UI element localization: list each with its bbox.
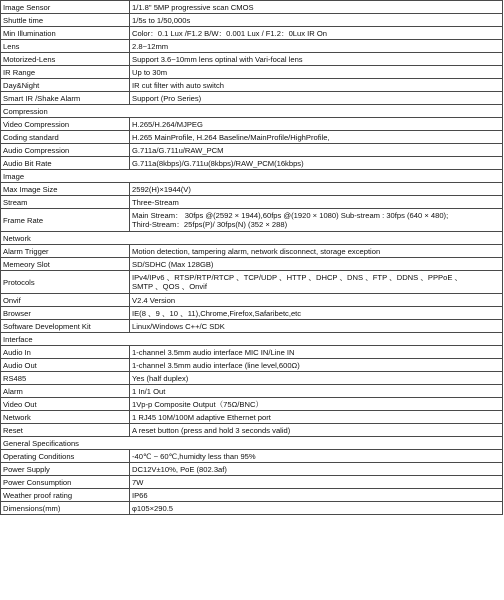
spec-value: [130, 271, 503, 294]
section-header: General Specifications: [1, 437, 503, 450]
spec-value-line: H.265 MainProfile, H.264 Baseline/MainProfile/HighProfile,: [132, 132, 330, 142]
spec-label: Weather proof rating: [1, 489, 130, 502]
spec-value: [130, 502, 503, 515]
spec-row: [1, 209, 503, 232]
section-header: Image: [1, 170, 503, 183]
spec-label: Min Illumination: [1, 27, 130, 40]
spec-row: [1, 307, 503, 320]
spec-row: [1, 359, 503, 372]
spec-value: [130, 320, 503, 333]
spec-label: Coding standard: [1, 131, 130, 144]
spec-value: [130, 398, 503, 411]
spec-value-line: 2592(H)×1944(V): [132, 184, 191, 194]
spec-label: Video Out: [1, 398, 130, 411]
spec-row: [1, 14, 503, 27]
spec-row: [1, 79, 503, 92]
spec-label: Alarm: [1, 385, 130, 398]
spec-row: [1, 66, 503, 79]
spec-label: Motorized-Lens: [1, 53, 130, 66]
spec-row: [1, 463, 503, 476]
spec-label: Video Compression: [1, 118, 130, 131]
spec-row: [1, 53, 503, 66]
spec-value-line: IP66: [132, 490, 148, 500]
spec-value-line: Up to 30m: [132, 67, 168, 77]
spec-value-line: A reset button (press and hold 3 seconds valid): [132, 425, 291, 435]
spec-value-line: SMTP 、QOS 、Onvif: [132, 282, 207, 291]
spec-label: IR Range: [1, 66, 130, 79]
spec-value: [130, 196, 503, 209]
spec-value: [130, 411, 503, 424]
section-header-row: [1, 333, 503, 346]
spec-value: [130, 40, 503, 53]
spec-label: Smart IR /Shake Alarm: [1, 92, 130, 105]
spec-value: [130, 14, 503, 27]
spec-row: [1, 196, 503, 209]
section-header-row: [1, 232, 503, 245]
spec-value-line: 1/1.8" 5MP progressive scan CMOS: [132, 2, 254, 12]
spec-label: RS485: [1, 372, 130, 385]
spec-value: [130, 346, 503, 359]
section-header-row: [1, 105, 503, 118]
spec-value: [130, 27, 503, 40]
spec-value-line: Linux/Windows C++/C SDK: [132, 321, 225, 331]
spec-value-line: -40℃ ~ 60℃,humidty less than 95%: [132, 451, 256, 461]
spec-value: [130, 118, 503, 131]
spec-row: [1, 40, 503, 53]
spec-value-line: Third-Stream：25fps(P)/ 30fps(N) (352 × 288): [132, 220, 288, 229]
spec-row: [1, 424, 503, 437]
spec-row: [1, 346, 503, 359]
spec-row: [1, 271, 503, 294]
spec-label: Alarm Trigger: [1, 245, 130, 258]
spec-value-line: 1-channel 3.5mm audio interface (line level,600Ω): [132, 360, 300, 370]
spec-value-line: Main Stream： 30fps @(2592 × 1944),60fps @(1920 × 1080) Sub-stream : 30fps (640 × 480);: [132, 211, 449, 220]
spec-value-line: 1-channel 3.5mm audio interface MIC IN/Line IN: [132, 347, 295, 357]
spec-value-line: 1/5s to 1/50,000s: [132, 15, 191, 25]
spec-row: [1, 385, 503, 398]
spec-label: Image Sensor: [1, 1, 130, 14]
spec-row: [1, 502, 503, 515]
spec-value-line: Motion detection, tampering alarm, network disconnect, storage exception: [132, 246, 381, 256]
spec-label: Network: [1, 411, 130, 424]
spec-row: [1, 476, 503, 489]
spec-label: Reset: [1, 424, 130, 437]
spec-value-line: 7W: [132, 477, 144, 487]
spec-value-line: 1 In/1 Out: [132, 386, 166, 396]
spec-value: [130, 359, 503, 372]
spec-value-line: DC12V±10%, PoE (802.3af): [132, 464, 227, 474]
section-header-row: [1, 170, 503, 183]
spec-value-line: Support 3.6~10mm lens optinal with Vari-focal lens: [132, 54, 303, 64]
spec-label: Power Supply: [1, 463, 130, 476]
spec-value: [130, 209, 503, 232]
spec-row: [1, 294, 503, 307]
spec-value: [130, 131, 503, 144]
spec-label: Audio In: [1, 346, 130, 359]
spec-row: [1, 131, 503, 144]
spec-value: [130, 183, 503, 196]
spec-value-line: G.711a(8kbps)/G.711u(8kbps)/RAW_PCM(16kbps): [132, 158, 304, 168]
section-header: Interface: [1, 333, 503, 346]
spec-label: Browser: [1, 307, 130, 320]
spec-row: [1, 372, 503, 385]
spec-label: Audio Bit Rate: [1, 157, 130, 170]
spec-value-line: Three-Stream: [132, 197, 179, 207]
spec-row: [1, 398, 503, 411]
spec-label: Day&Night: [1, 79, 130, 92]
spec-value: [130, 157, 503, 170]
spec-value: [130, 1, 503, 14]
spec-row: [1, 320, 503, 333]
spec-row: [1, 489, 503, 502]
spec-row: [1, 450, 503, 463]
spec-table-body: [1, 1, 503, 515]
spec-value: [130, 385, 503, 398]
spec-value-line: IE(8 、9 、10 、11),Chrome,Firefox,Safaribetc,etc: [132, 308, 302, 318]
spec-value: [130, 424, 503, 437]
spec-value: [130, 476, 503, 489]
spec-value: [130, 307, 503, 320]
spec-row: [1, 118, 503, 131]
spec-row: [1, 1, 503, 14]
spec-value: [130, 92, 503, 105]
spec-value-line: IR cut filter with auto switch: [132, 80, 225, 90]
spec-label: Lens: [1, 40, 130, 53]
spec-value: [130, 372, 503, 385]
spec-row: [1, 245, 503, 258]
spec-label: Max Image Size: [1, 183, 130, 196]
spec-value-line: V2.4 Version: [132, 295, 176, 305]
spec-value: [130, 245, 503, 258]
spec-value: [130, 294, 503, 307]
spec-row: [1, 183, 503, 196]
spec-label: Protocols: [1, 271, 130, 294]
section-header: Network: [1, 232, 503, 245]
spec-value: [130, 144, 503, 157]
section-header: Compression: [1, 105, 503, 118]
spec-row: [1, 258, 503, 271]
spec-value: [130, 450, 503, 463]
spec-value-line: Yes (half duplex): [132, 373, 189, 383]
spec-value-line: G.711a/G.711u/RAW_PCM: [132, 145, 224, 155]
spec-value-line: H.265/H.264/MJPEG: [132, 119, 203, 129]
spec-value: [130, 463, 503, 476]
spec-label: Shuttle time: [1, 14, 130, 27]
spec-label: Dimensions(mm): [1, 502, 130, 515]
spec-row: [1, 411, 503, 424]
spec-value: [130, 66, 503, 79]
spec-label: Onvif: [1, 294, 130, 307]
spec-value-line: SD/SDHC (Max 128GB): [132, 259, 214, 269]
spec-label: Software Development Kit: [1, 320, 130, 333]
spec-value-line: 2.8~12mm: [132, 41, 169, 51]
spec-value: [130, 53, 503, 66]
spec-label: Frame Rate: [1, 209, 130, 232]
spec-value-line: φ105×290.5: [132, 503, 174, 513]
spec-row: [1, 144, 503, 157]
spec-label: Stream: [1, 196, 130, 209]
spec-value: [130, 258, 503, 271]
spec-row: [1, 27, 503, 40]
spec-row: [1, 157, 503, 170]
section-header-row: [1, 437, 503, 450]
spec-value: [130, 489, 503, 502]
spec-value-line: 1 RJ45 10M/100M adaptive Ethernet port: [132, 412, 271, 422]
spec-value-line: IPv4/IPv6 、RTSP/RTP/RTCP 、TCP/UDP 、HTTP 、DHCP 、DNS 、FTP 、DDNS 、PPPoE 、: [132, 273, 463, 282]
spec-value-line: 1Vp-p Composite Output（75Ω/BNC）: [132, 399, 264, 409]
spec-label: Memeory Slot: [1, 258, 130, 271]
spec-row: [1, 92, 503, 105]
spec-value-line: Support (Pro Series): [132, 93, 202, 103]
spec-label: Audio Compression: [1, 144, 130, 157]
spec-label: Audio Out: [1, 359, 130, 372]
spec-value: [130, 79, 503, 92]
spec-label: Operating Conditions: [1, 450, 130, 463]
spec-label: Power Consumption: [1, 476, 130, 489]
spec-value-line: Color：0.1 Lux /F1.2 B/W：0.001 Lux / F1.2：0Lux IR On: [132, 28, 327, 38]
